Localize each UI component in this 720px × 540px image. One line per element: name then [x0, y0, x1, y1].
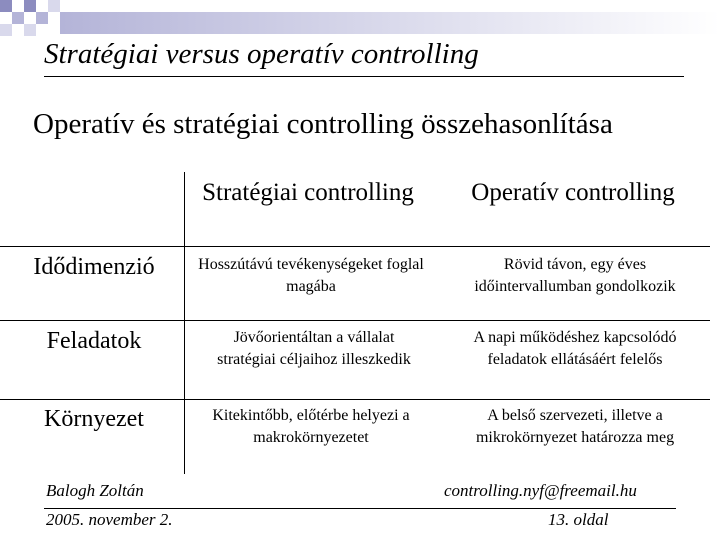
decorative-bar [60, 12, 720, 34]
row-header-tasks: Feladatok [46, 328, 142, 354]
cell-strategic-time: Hosszútávú tevékenységeket foglal magába [198, 256, 424, 295]
slide-subtitle: Operatív és stratégiai controlling összehasonlítása [33, 108, 613, 140]
column-header-operative: Operatív controlling [471, 179, 675, 206]
cell-operative-tasks: A napi működéshez kapcsolódó feladatok ellátásáért felelős [473, 329, 677, 368]
footer-page-number: 13. oldal [548, 510, 609, 529]
footer-rule [44, 508, 676, 509]
table-header-divider [0, 246, 710, 247]
row-header-environment: Környezet [44, 406, 144, 432]
title-underline [44, 76, 684, 77]
slide-title: Stratégiai versus operatív controlling [44, 38, 479, 70]
column-header-strategic: Stratégiai controlling [202, 179, 414, 206]
row-header-time: Idődimenzió [33, 254, 155, 280]
cell-strategic-environment: Kitekintőbb, előtérbe helyezi a makrokörnyezetet [212, 407, 410, 446]
cell-operative-time: Rövid távon, egy éves időintervallumban gondolkozik [474, 256, 676, 295]
cell-strategic-tasks: Jövőorientáltan a vállalat stratégiai céljaihoz illeszkedik [217, 329, 411, 368]
footer-date: 2005. november 2. [46, 510, 173, 529]
table-row-divider [0, 320, 710, 321]
table-row-divider [0, 399, 710, 400]
cell-operative-environment: A belső szervezeti, illetve a mikrokörnyezet határozza meg [475, 407, 675, 446]
footer-author: Balogh Zoltán [46, 481, 144, 500]
table-vertical-divider [184, 172, 185, 474]
footer-email: controlling.nyf@freemail.hu [444, 481, 637, 500]
